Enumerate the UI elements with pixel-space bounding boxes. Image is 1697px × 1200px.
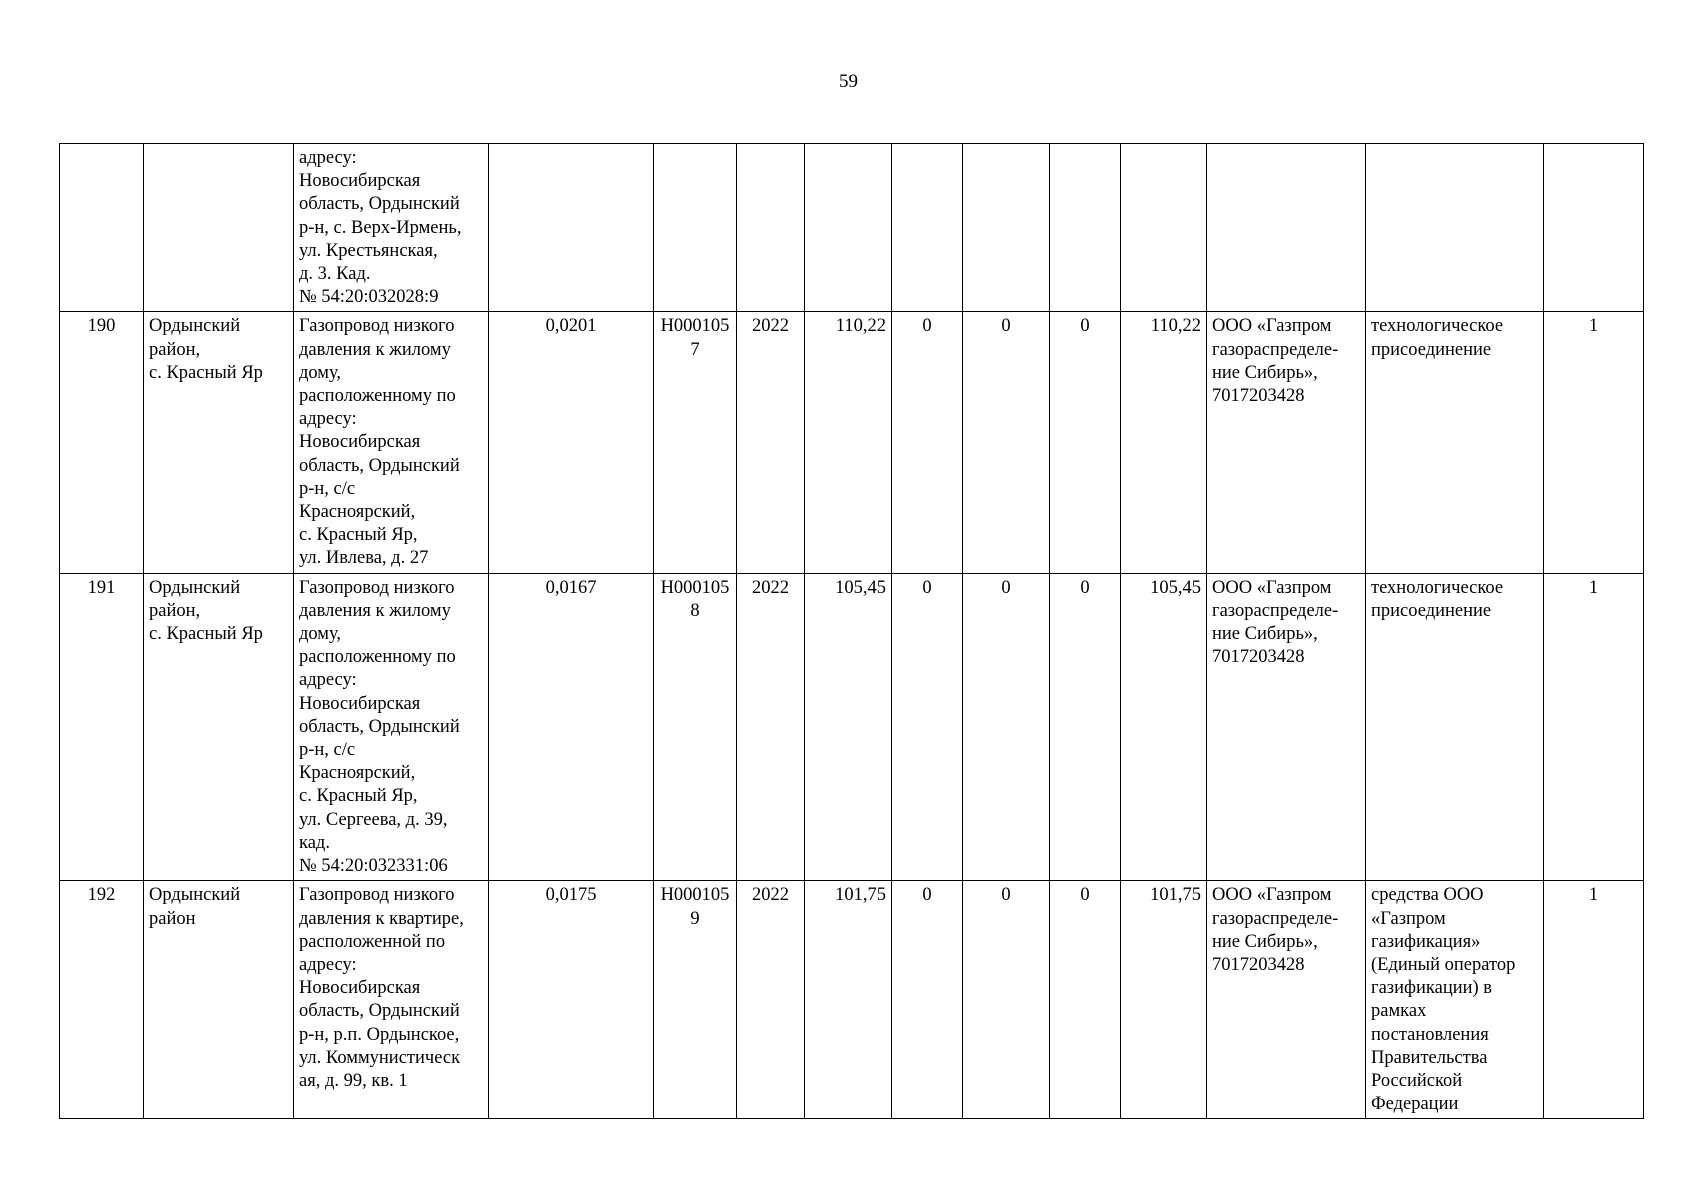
cell-district	[144, 573, 294, 881]
object-line: ул. Коммунистическ	[299, 1047, 461, 1068]
operator-line: ние Сибирь»,	[1212, 624, 1318, 645]
district-line: с. Красный Яр	[149, 624, 263, 645]
cell-length: 0,0167	[489, 573, 654, 881]
cell-v1: 0	[892, 881, 963, 1119]
object-line: № 54:20:032331:06	[299, 856, 448, 877]
cell-district	[144, 144, 294, 312]
cell-num: 191	[60, 573, 144, 881]
cell-operator	[1207, 881, 1366, 1119]
cell-cost: 110,22	[805, 312, 892, 573]
object-line: адресу:	[299, 670, 357, 691]
cell-total	[1121, 144, 1207, 312]
cell-v3: 0	[1050, 573, 1121, 881]
cell-v2: 0	[963, 573, 1050, 881]
object-line: адресу:	[299, 409, 357, 430]
cell-object	[294, 573, 489, 881]
cell-object	[294, 881, 489, 1119]
object-line: давления к жилому	[299, 600, 451, 621]
cell-operator	[1207, 144, 1366, 312]
cell-v3: 0	[1050, 312, 1121, 573]
source-line: Российской	[1371, 1070, 1463, 1091]
object-line: Красноярский,	[299, 763, 416, 784]
cell-length: 0,0201	[489, 312, 654, 573]
cell-operator	[1207, 573, 1366, 881]
object-line: р-н, с. Верх-Ирмень,	[299, 217, 462, 238]
object-line: д. 3. Кад.	[299, 264, 371, 285]
object-line: Газопровод низкого	[299, 885, 455, 906]
operator-line: 7017203428	[1212, 386, 1305, 407]
source-line: рамках	[1371, 1001, 1427, 1022]
table-row	[60, 573, 1644, 881]
cell-v1	[892, 144, 963, 312]
source-line: постановления	[1371, 1024, 1489, 1045]
object-line: р-н, с/с	[299, 478, 356, 499]
source-line: газификации) в	[1371, 978, 1493, 999]
object-line: адресу:	[299, 148, 357, 168]
object-line: Новосибирская	[299, 978, 421, 999]
cell-length	[489, 144, 654, 312]
cell-cost: 105,45	[805, 573, 892, 881]
operator-line: ООО «Газпром	[1212, 885, 1332, 906]
cell-num: 192	[60, 881, 144, 1119]
cell-v2: 0	[963, 312, 1050, 573]
object-line: ул. Крестьянская,	[299, 240, 438, 261]
object-line: с. Красный Яр,	[299, 525, 418, 546]
cell-year	[737, 144, 805, 312]
table-row	[60, 881, 1644, 1119]
cell-code: Н0001059	[654, 881, 737, 1119]
object-line: № 54:20:032028:9	[299, 287, 439, 308]
cell-code: Н0001057	[654, 312, 737, 573]
cell-year: 2022	[737, 312, 805, 573]
cell-count	[1544, 144, 1644, 312]
district-line: Ордынский	[149, 577, 241, 598]
object-line: дому,	[299, 362, 342, 383]
object-line: расположенной по	[299, 931, 446, 952]
continuation-row	[60, 144, 1644, 312]
object-line: кад.	[299, 832, 330, 853]
cell-district	[144, 881, 294, 1119]
cell-total: 101,75	[1121, 881, 1207, 1119]
operator-line: газораспределе-	[1212, 600, 1339, 621]
cell-operator	[1207, 312, 1366, 573]
object-line: область, Ордынский	[299, 1001, 460, 1022]
object-line: р-н, р.п. Ордынское,	[299, 1024, 460, 1045]
page-number: 59	[839, 71, 858, 92]
cell-num	[60, 144, 144, 312]
object-line: Газопровод низкого	[299, 577, 455, 598]
source-line: технологическое	[1371, 577, 1504, 598]
operator-line: газораспределе-	[1212, 339, 1339, 360]
object-line: область, Ордынский	[299, 194, 460, 215]
source-line: «Газпром	[1371, 908, 1446, 929]
cell-count: 1	[1544, 573, 1644, 881]
source-line: средства ООО	[1371, 885, 1484, 906]
operator-line: ООО «Газпром	[1212, 577, 1332, 598]
operator-line: 7017203428	[1212, 954, 1305, 975]
cell-v1: 0	[892, 312, 963, 573]
cell-length: 0,0175	[489, 881, 654, 1119]
object-line: Новосибирская	[299, 171, 421, 192]
district-line: Ордынский	[149, 885, 241, 906]
cell-code	[654, 144, 737, 312]
source-line: Федерации	[1371, 1094, 1459, 1115]
cell-district	[144, 312, 294, 573]
cell-object	[294, 312, 489, 573]
source-line: технологическое	[1371, 316, 1504, 337]
object-line: область, Ордынский	[299, 716, 460, 737]
cell-source	[1366, 312, 1544, 573]
cell-v2: 0	[963, 881, 1050, 1119]
gas-pipeline-registry-table	[59, 143, 1644, 1119]
table-row	[60, 312, 1644, 573]
object-line: дому,	[299, 624, 342, 645]
cell-source	[1366, 144, 1544, 312]
cell-year: 2022	[737, 881, 805, 1119]
object-line: Красноярский,	[299, 502, 416, 523]
cell-v3: 0	[1050, 881, 1121, 1119]
object-line: Новосибирская	[299, 432, 421, 453]
object-line: ая, д. 99, кв. 1	[299, 1070, 408, 1091]
operator-line: ние Сибирь»,	[1212, 931, 1318, 952]
cell-v2	[963, 144, 1050, 312]
source-line: газификация»	[1371, 931, 1481, 952]
district-line: с. Красный Яр	[149, 362, 263, 383]
operator-line: 7017203428	[1212, 647, 1305, 668]
object-line: расположенному по	[299, 386, 456, 407]
source-line: присоединение	[1371, 600, 1492, 621]
cell-num: 190	[60, 312, 144, 573]
operator-line: ние Сибирь»,	[1212, 362, 1318, 383]
source-line: Правительства	[1371, 1047, 1488, 1068]
object-line: ул. Сергеева, д. 39,	[299, 809, 448, 830]
object-line: область, Ордынский	[299, 455, 460, 476]
cell-v1: 0	[892, 573, 963, 881]
object-line: адресу:	[299, 954, 357, 975]
object-line: давления к жилому	[299, 339, 451, 360]
object-line: с. Красный Яр,	[299, 786, 418, 807]
cell-total: 110,22	[1121, 312, 1207, 573]
cell-object	[294, 144, 489, 312]
object-line: расположенному по	[299, 647, 456, 668]
cell-count: 1	[1544, 312, 1644, 573]
district-line: район,	[149, 339, 201, 360]
operator-line: ООО «Газпром	[1212, 316, 1332, 337]
cell-cost: 101,75	[805, 881, 892, 1119]
cell-cost	[805, 144, 892, 312]
object-line: Газопровод низкого	[299, 316, 455, 337]
district-line: район	[149, 908, 196, 929]
source-line: (Единый оператор	[1371, 954, 1516, 975]
cell-total: 105,45	[1121, 573, 1207, 881]
cell-source	[1366, 573, 1544, 881]
object-line: р-н, с/с	[299, 740, 356, 761]
cell-code: Н0001058	[654, 573, 737, 881]
cell-source	[1366, 881, 1544, 1119]
cell-count: 1	[1544, 881, 1644, 1119]
district-line: район,	[149, 600, 201, 621]
operator-line: газораспределе-	[1212, 908, 1339, 929]
object-line: ул. Ивлева, д. 27	[299, 548, 429, 569]
object-line: Новосибирская	[299, 693, 421, 714]
cell-year: 2022	[737, 573, 805, 881]
object-line: давления к квартире,	[299, 908, 464, 929]
cell-v3	[1050, 144, 1121, 312]
source-line: присоединение	[1371, 339, 1492, 360]
district-line: Ордынский	[149, 316, 241, 337]
